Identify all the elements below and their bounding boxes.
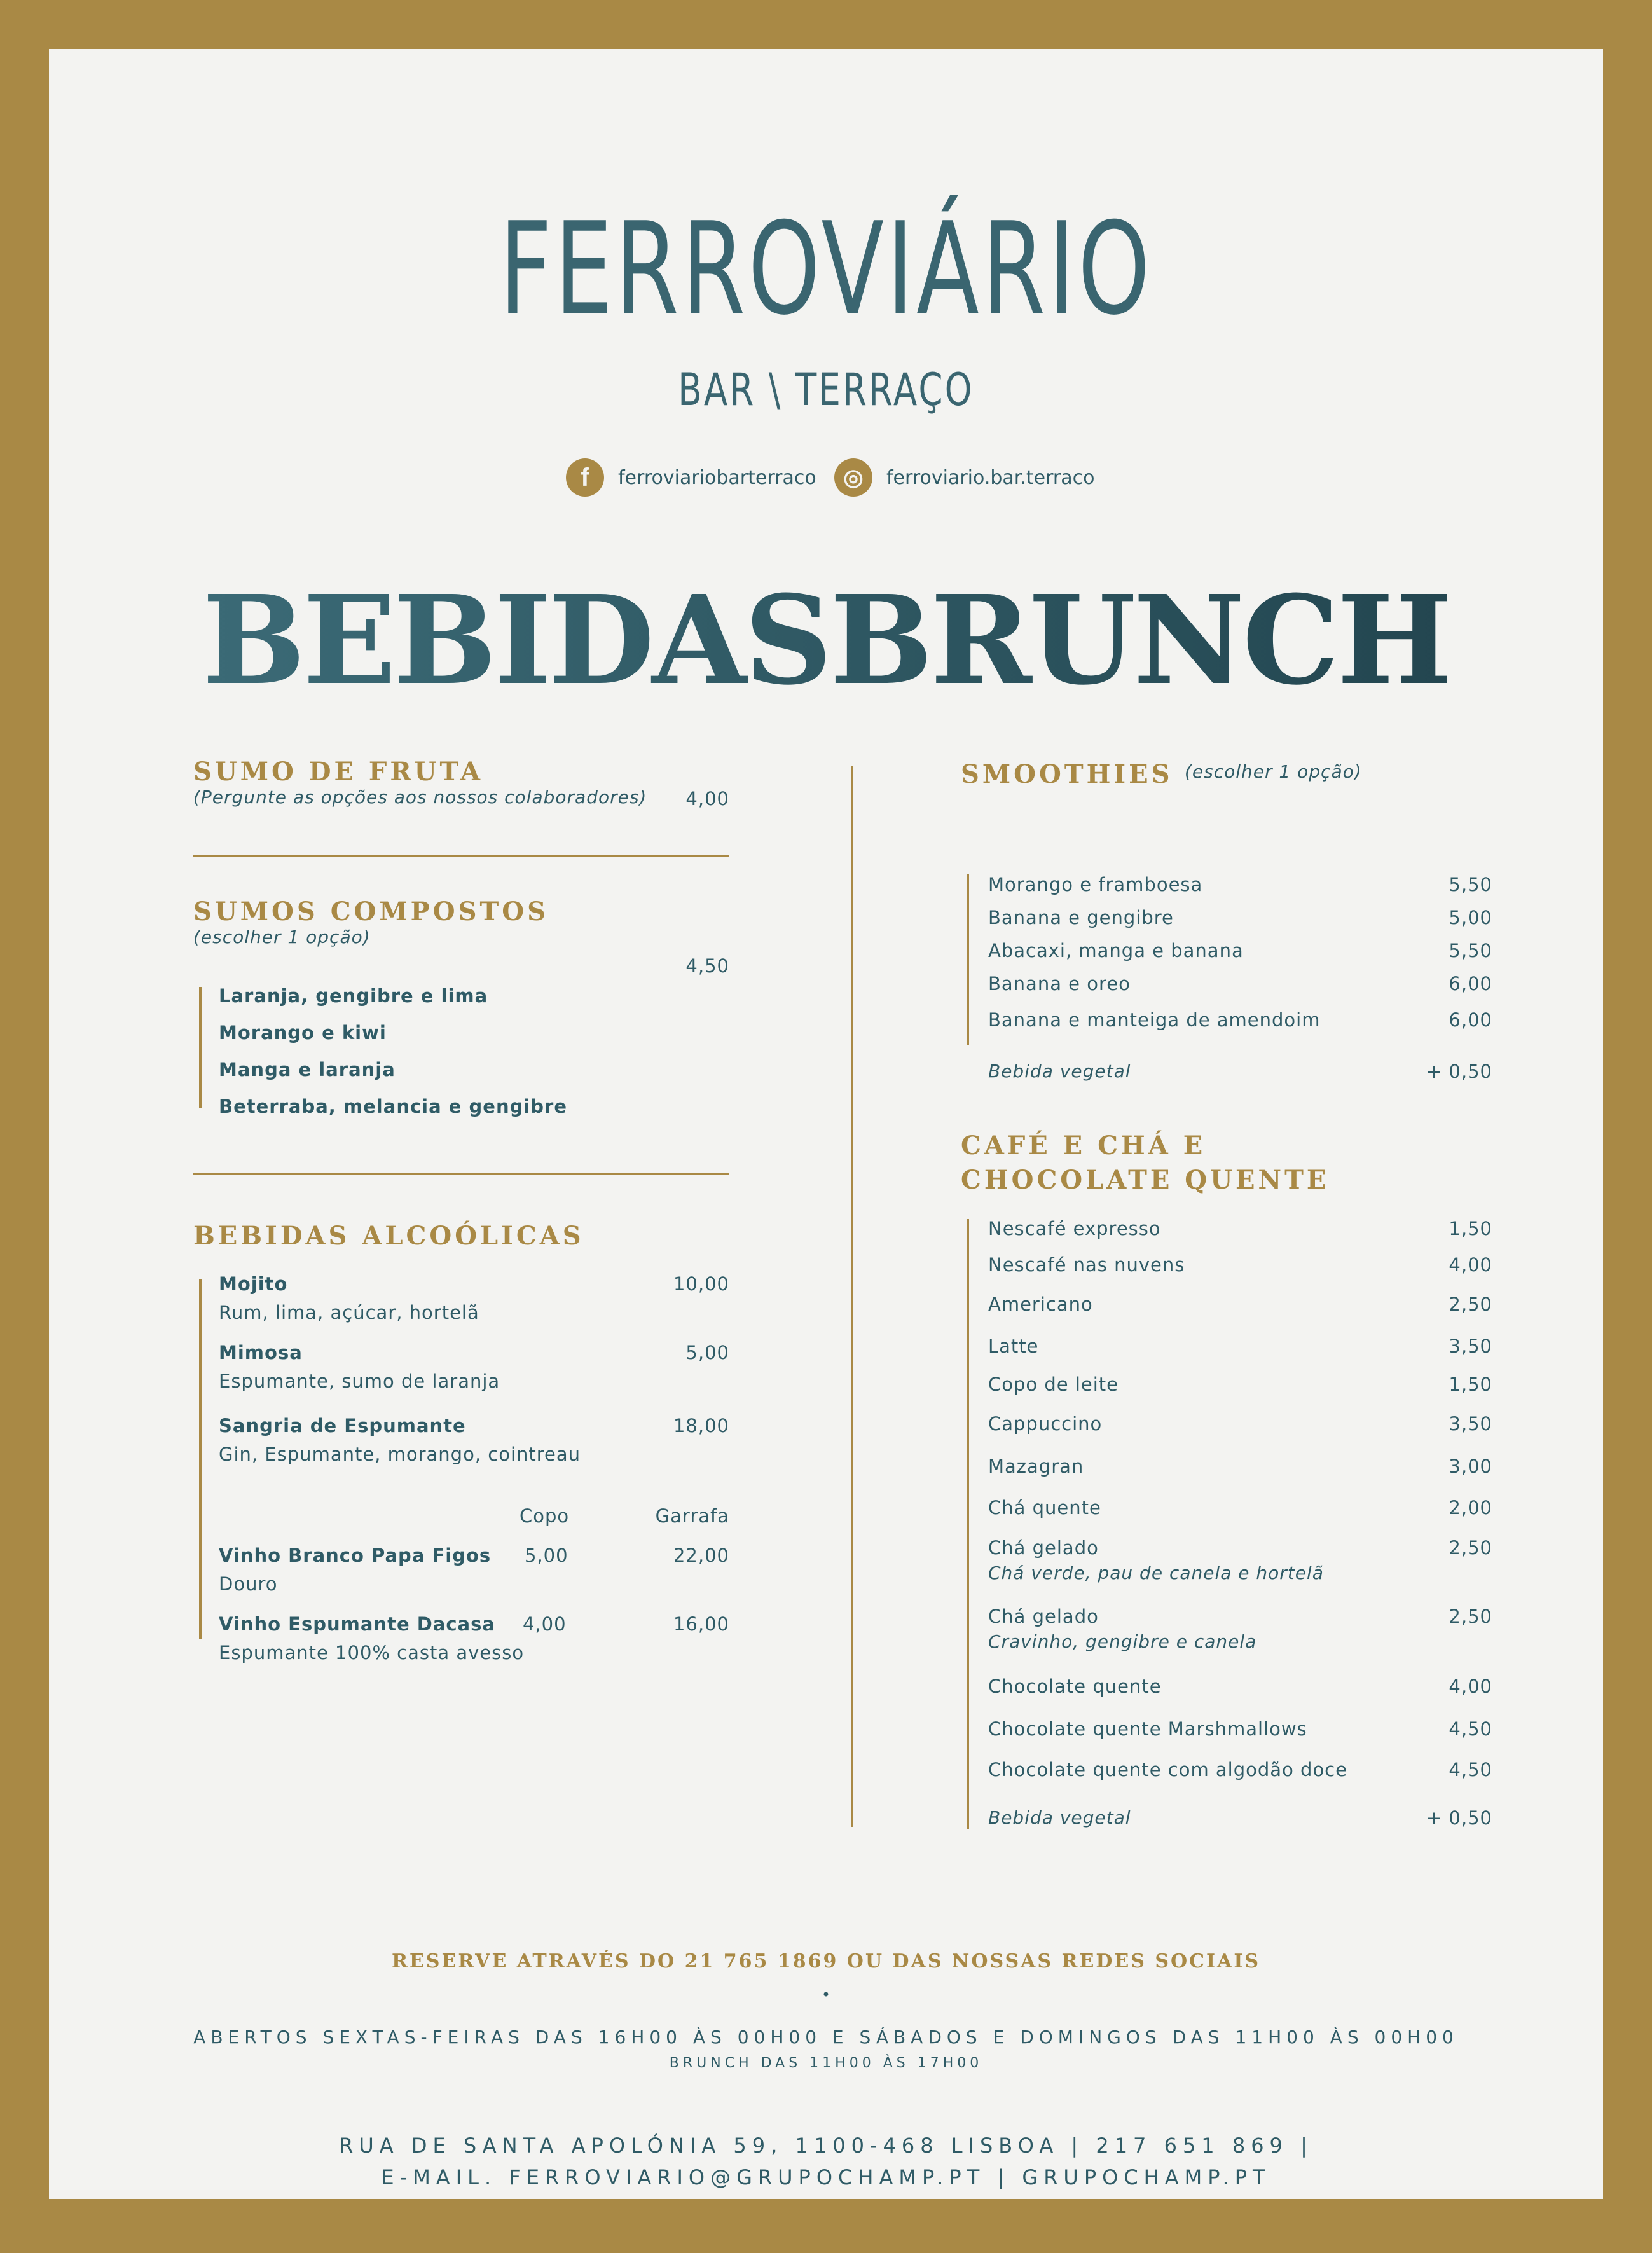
list-item: Chocolate quente bbox=[988, 1676, 1162, 1697]
price: 4,00 bbox=[1449, 1254, 1492, 1276]
price: 4,00 bbox=[1449, 1676, 1492, 1697]
contact-info: E-MAIL. FERROVIARIO@GRUPOCHAMP.PT | GRUPOCHAMP.PT bbox=[381, 2165, 1271, 2189]
instagram-handle: ferroviario.bar.terraco bbox=[886, 466, 1095, 489]
accent-bar bbox=[967, 874, 969, 1045]
price: 4,50 bbox=[1449, 1718, 1492, 1740]
list-item: Banana e gengibre bbox=[988, 907, 1174, 928]
list-item: Nescafé nas nuvens bbox=[988, 1254, 1185, 1276]
price: 1,50 bbox=[1449, 1374, 1492, 1395]
reservation-text: RESERVE ATRAVÉS DO 21 765 1869 OU DAS NOSSAS REDES SOCIAIS bbox=[391, 1950, 1261, 1973]
price: 4,50 bbox=[1449, 1759, 1492, 1781]
list-item: Abacaxi, manga e banana bbox=[988, 940, 1244, 961]
opening-hours: ABERTOS SEXTAS-FEIRAS DAS 16H00 ÀS 00H00 E SÁBADOS E DOMINGOS DAS 11H00 ÀS 00H00 bbox=[193, 2027, 1459, 2048]
section-title-cafe-1: CAFÉ E CHÁ E bbox=[961, 1131, 1206, 1161]
price: 4,50 bbox=[685, 955, 729, 977]
price: 5,50 bbox=[1449, 874, 1492, 895]
section-note: (escolher 1 opção) bbox=[1185, 761, 1362, 782]
list-item: Banana e manteiga de amendoim bbox=[988, 1009, 1321, 1031]
price: 3,50 bbox=[1449, 1413, 1492, 1435]
extra-item: Bebida vegetal bbox=[988, 1061, 1131, 1082]
item-name: Vinho Espumante Dacasa bbox=[219, 1613, 495, 1635]
list-item: Nescafé expresso bbox=[988, 1218, 1161, 1239]
column-divider bbox=[851, 766, 853, 1827]
price: 4,00 bbox=[685, 788, 729, 810]
menu-page bbox=[49, 49, 1603, 2199]
list-item: Banana e oreo bbox=[988, 973, 1131, 995]
facebook-handle: ferroviariobarterraco bbox=[618, 466, 816, 489]
list-item: Beterraba, melancia e gengibre bbox=[219, 1096, 568, 1117]
list-item: Copo de leite bbox=[988, 1374, 1119, 1395]
price: 3,00 bbox=[1449, 1456, 1492, 1477]
price: 10,00 bbox=[673, 1273, 729, 1295]
item-desc: Espumante, sumo de laranja bbox=[219, 1370, 500, 1392]
section-title-sumos-compostos: SUMOS COMPOSTOS bbox=[193, 897, 549, 927]
section-title-smoothies: SMOOTHIES bbox=[961, 759, 1173, 789]
item-desc: Rum, lima, açúcar, hortelã bbox=[219, 1302, 479, 1323]
item-desc: Gin, Espumante, morango, cointreau bbox=[219, 1443, 581, 1465]
price: 2,50 bbox=[1449, 1293, 1492, 1315]
list-item: Morango e framboesa bbox=[988, 874, 1203, 895]
price: 2,50 bbox=[1449, 1537, 1492, 1559]
list-item: Morango e kiwi bbox=[219, 1022, 387, 1044]
item-name: Sangria de Espumante bbox=[219, 1415, 466, 1437]
section-title-sumo-de-fruta: SUMO DE FRUTA bbox=[193, 757, 484, 787]
item-name: Vinho Branco Papa Figos bbox=[219, 1545, 492, 1566]
brand-subtitle: BAR \ TERRAÇO bbox=[678, 364, 974, 416]
list-item: Mazagran bbox=[988, 1456, 1084, 1477]
price: 5,00 bbox=[1449, 907, 1492, 928]
instagram-icon: ◎ bbox=[834, 458, 872, 497]
price: 2,50 bbox=[1449, 1606, 1492, 1627]
column-header-garrafa: Garrafa bbox=[655, 1505, 729, 1527]
brunch-hours: BRUNCH DAS 11H00 ÀS 17H00 bbox=[669, 2055, 983, 2071]
divider bbox=[193, 855, 729, 857]
separator-dot: • bbox=[821, 1986, 831, 2004]
brand-logo: FERROVIÁRIO bbox=[499, 195, 1153, 343]
accent-bar bbox=[199, 987, 202, 1108]
section-title-cafe-2: CHOCOLATE QUENTE bbox=[961, 1165, 1330, 1195]
price: 1,50 bbox=[1449, 1218, 1492, 1239]
column-header-copo: Copo bbox=[520, 1505, 570, 1527]
price: 2,00 bbox=[1449, 1497, 1492, 1519]
extra-price: + 0,50 bbox=[1426, 1807, 1492, 1829]
price: 6,00 bbox=[1449, 1009, 1492, 1031]
item-name: Mimosa bbox=[219, 1342, 303, 1363]
address: RUA DE SANTA APOLÓNIA 59, 1100-468 LISBOA | 217 651 869 | bbox=[339, 2133, 1313, 2158]
list-item: Latte bbox=[988, 1335, 1039, 1357]
item-desc: Espumante 100% casta avesso bbox=[219, 1642, 525, 1664]
social-facebook[interactable] bbox=[566, 457, 816, 498]
list-item: Chá gelado bbox=[988, 1606, 1099, 1627]
list-item: Chocolate quente com algodão doce bbox=[988, 1759, 1347, 1781]
extra-item: Bebida vegetal bbox=[988, 1807, 1131, 1828]
section-title-bebidas-alcoolicas: BEBIDAS ALCOÓLICAS bbox=[193, 1221, 584, 1251]
price: 5,00 bbox=[685, 1342, 729, 1363]
item-name: Mojito bbox=[219, 1273, 288, 1295]
list-item: Chá gelado bbox=[988, 1537, 1099, 1559]
extra-price: + 0,50 bbox=[1426, 1061, 1492, 1082]
section-note: (escolher 1 opção) bbox=[193, 927, 371, 947]
list-item: Manga e laranja bbox=[219, 1059, 396, 1080]
price-copo: 4,00 bbox=[523, 1613, 567, 1635]
list-item: Cappuccino bbox=[988, 1413, 1103, 1435]
price-garrafa: 22,00 bbox=[673, 1545, 729, 1566]
section-note: (Pergunte as opções aos nossos colaboradores) bbox=[193, 787, 647, 808]
facebook-icon: f bbox=[566, 458, 604, 497]
price-garrafa: 16,00 bbox=[673, 1613, 729, 1635]
item-desc: Chá verde, pau de canela e hortelã bbox=[988, 1562, 1324, 1583]
page-title: BEBIDASBRUNCH bbox=[202, 569, 1450, 712]
social-instagram[interactable] bbox=[834, 457, 1095, 498]
list-item: Chocolate quente Marshmallows bbox=[988, 1718, 1307, 1740]
list-item: Laranja, gengibre e lima bbox=[219, 985, 488, 1007]
price: 3,50 bbox=[1449, 1335, 1492, 1357]
price: 5,50 bbox=[1449, 940, 1492, 961]
item-desc: Cravinho, gengibre e canela bbox=[988, 1631, 1257, 1652]
price: 6,00 bbox=[1449, 973, 1492, 995]
accent-bar bbox=[967, 1219, 969, 1829]
list-item: Chá quente bbox=[988, 1497, 1101, 1519]
item-desc: Douro bbox=[219, 1573, 278, 1595]
price: 18,00 bbox=[673, 1415, 729, 1437]
list-item: Americano bbox=[988, 1293, 1093, 1315]
accent-bar bbox=[199, 1279, 202, 1639]
price-copo: 5,00 bbox=[525, 1545, 568, 1566]
divider bbox=[193, 1173, 729, 1175]
